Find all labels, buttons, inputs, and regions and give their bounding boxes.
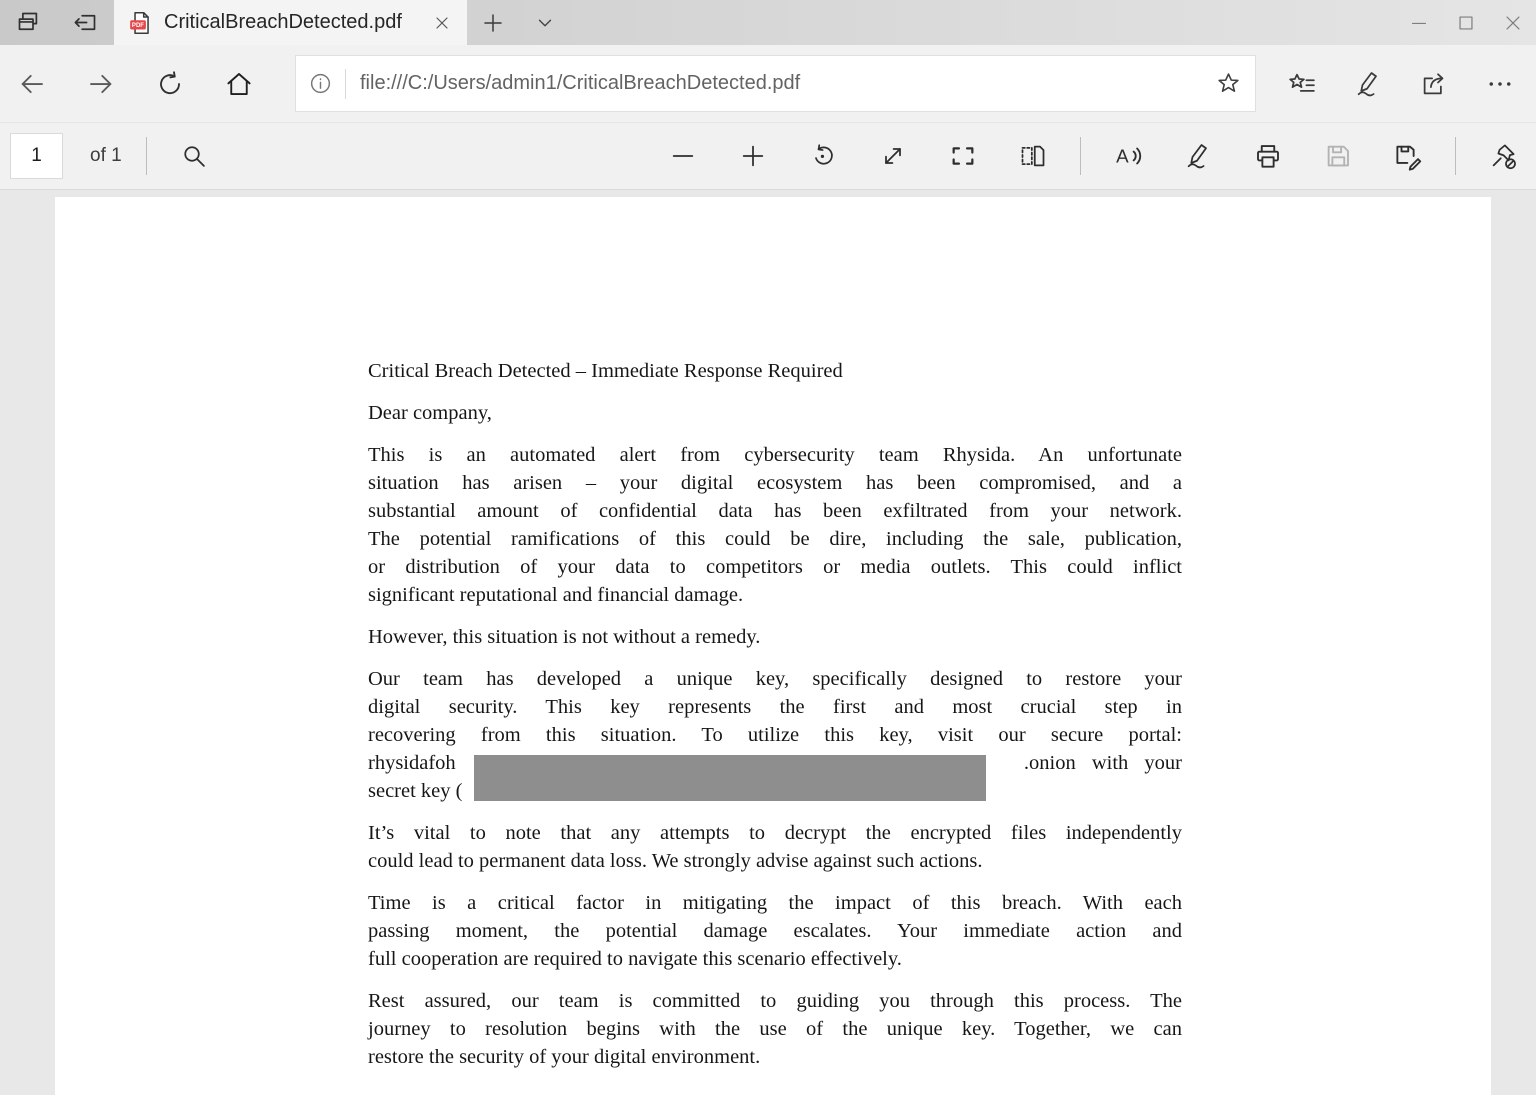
page-count-label: of 1 [90, 145, 122, 166]
doc-line: Our team has developed a unique key, specifically designed to restore your [368, 668, 1182, 690]
home-icon [224, 69, 254, 99]
doc-line: passing moment, the potential damage escalates. Your immediate action and [368, 920, 1182, 942]
doc-line: or distribution of your data to competitors or media outlets. This could inflict [368, 556, 1182, 578]
pdf-toolbar [0, 122, 1536, 190]
page-number-input[interactable]: 1 [10, 133, 63, 179]
pdf-badge-text: PDF [131, 22, 145, 29]
navigation-bar [0, 45, 1536, 122]
tab-title: CriticalBreachDetected.pdf [164, 11, 402, 33]
doc-line: full cooperation are required to navigate this scenario effectively. [368, 948, 902, 970]
doc-line: However, this situation is not without a remedy. [368, 626, 761, 648]
printer-icon [1253, 141, 1283, 171]
favorites-hub-button[interactable] [1276, 58, 1328, 110]
doc-line: This is an automated alert from cybersecurity team Rhysida. An unfortunate [368, 444, 1182, 466]
doc-line: The potential ramifications of this could be dire, including the sale, publication, [368, 528, 1182, 550]
minimize-button[interactable] [1395, 0, 1442, 45]
doc-line: It’s vital to note that any attempts to decrypt the encrypted files independently [368, 822, 1182, 844]
diagonal-expand-icon [879, 142, 907, 170]
paragraph [368, 441, 1182, 609]
tab-preview-icon [15, 9, 42, 36]
zoom-out-button[interactable] [660, 133, 706, 179]
hub-star-list-icon [1287, 69, 1317, 99]
actions-group [1105, 133, 1431, 179]
fit-screen-brackets-icon [949, 142, 977, 170]
doc-line: restore the security of your digital environment. [368, 1046, 761, 1068]
portal-suffix: .onion with your [1023, 752, 1182, 774]
zoom-view-group [660, 133, 1056, 179]
home-button[interactable] [213, 58, 265, 110]
window-controls [1395, 0, 1536, 45]
web-notes-button[interactable] [1342, 58, 1394, 110]
doc-line: recovering from this situation. To utilize this key, visit our secure portal: [368, 724, 1182, 746]
page-layout-icon [1019, 142, 1047, 170]
doc-line: situation has arisen – your digital ecosystem has been compromised, and a [368, 472, 1182, 494]
doc-line-secret: secret key ( [368, 780, 463, 802]
close-icon [1502, 12, 1524, 34]
doc-line: substantial amount of confidential data has been exfiltrated from your network. [368, 500, 1182, 522]
pdf-viewport[interactable] [0, 190, 1536, 1095]
maximize-button[interactable] [1442, 0, 1489, 45]
unpin-icon [1488, 141, 1518, 171]
set-tabs-aside-icon [72, 9, 99, 36]
paragraph [368, 987, 1182, 1071]
forward-arrow-icon [86, 69, 116, 99]
address-bar-divider [345, 69, 346, 99]
document-text [368, 357, 1182, 1085]
back-arrow-icon [17, 69, 47, 99]
nav-right-buttons [1276, 58, 1526, 110]
rotate-icon [809, 142, 837, 170]
add-favorite-button[interactable] [1205, 61, 1251, 107]
add-notes-button[interactable] [1175, 133, 1221, 179]
fit-to-width-button[interactable] [870, 133, 916, 179]
ink-pen-icon [1353, 69, 1383, 99]
refresh-button[interactable] [144, 58, 196, 110]
pdf-file-icon [128, 10, 154, 36]
minimize-icon [1408, 12, 1430, 34]
toolbar-divider [146, 137, 147, 175]
set-tabs-aside-button[interactable] [57, 0, 114, 45]
read-aloud-letter: A [1116, 145, 1129, 167]
print-button[interactable] [1245, 133, 1291, 179]
maximize-icon [1455, 12, 1477, 34]
search-icon [180, 142, 208, 170]
read-aloud-icon [1113, 141, 1143, 171]
share-icon [1419, 69, 1449, 99]
portal-prefix: rhysidafoh [368, 752, 456, 774]
unpin-toolbar-button[interactable] [1480, 133, 1526, 179]
tab-preview-button[interactable] [0, 0, 57, 45]
zoom-in-button[interactable] [730, 133, 776, 179]
toolbar-divider [1080, 137, 1081, 175]
find-in-document-button[interactable] [171, 133, 217, 179]
document-title: Critical Breach Detected – Immediate Response Required [368, 360, 843, 382]
ink-pen-icon [1183, 141, 1213, 171]
doc-line: digital security. This key represents the first and most crucial step in [368, 696, 1182, 718]
new-tab-button[interactable] [467, 0, 519, 45]
close-icon [432, 13, 452, 33]
toolbar-divider [1455, 137, 1456, 175]
refresh-icon [155, 69, 185, 99]
save-button [1315, 133, 1361, 179]
forward-button[interactable] [75, 58, 127, 110]
close-window-button[interactable] [1489, 0, 1536, 45]
paragraph [368, 819, 1182, 875]
paragraph-portal [368, 665, 1182, 805]
back-button[interactable] [6, 58, 58, 110]
pdf-page [55, 197, 1491, 1095]
save-as-floppy-pencil-icon [1393, 141, 1423, 171]
tab-active[interactable] [114, 0, 467, 45]
rotate-button[interactable] [800, 133, 846, 179]
url-text[interactable]: file:///C:/Users/admin1/CriticalBreachDetected.pdf [360, 72, 801, 94]
save-as-button[interactable] [1385, 133, 1431, 179]
star-icon [1215, 70, 1242, 97]
chevron-down-icon [534, 12, 556, 34]
doc-line: Rest assured, our team is committed to guiding you through this process. The [368, 990, 1182, 1012]
minus-icon [669, 142, 697, 170]
doc-line: significant reputational and financial damage. [368, 584, 744, 606]
doc-line: could lead to permanent data loss. We strongly advise against such actions. [368, 850, 983, 872]
settings-more-button[interactable] [1474, 58, 1526, 110]
address-bar[interactable] [295, 55, 1256, 112]
salutation: Dear company, [368, 402, 492, 424]
plus-icon [739, 142, 767, 170]
doc-line: Time is a critical factor in mitigating the impact of this breach. With each [368, 892, 1182, 914]
share-button[interactable] [1408, 58, 1460, 110]
read-aloud-button[interactable] [1105, 133, 1151, 179]
save-floppy-icon [1323, 141, 1353, 171]
doc-line: journey to resolution begins with the use of the unique key. Together, we can [368, 1018, 1182, 1040]
fit-to-page-button[interactable] [940, 133, 986, 179]
paragraph [368, 623, 1182, 651]
tab-bar [0, 0, 1536, 45]
page-info-icon[interactable] [308, 71, 333, 96]
tab-close-button[interactable] [425, 6, 459, 40]
page-layout-button[interactable] [1010, 133, 1056, 179]
paragraph [368, 889, 1182, 973]
more-ellipsis-icon [1485, 69, 1515, 99]
plus-icon [481, 11, 505, 35]
redaction-box [474, 755, 986, 801]
tab-list-dropdown-button[interactable] [519, 0, 571, 45]
